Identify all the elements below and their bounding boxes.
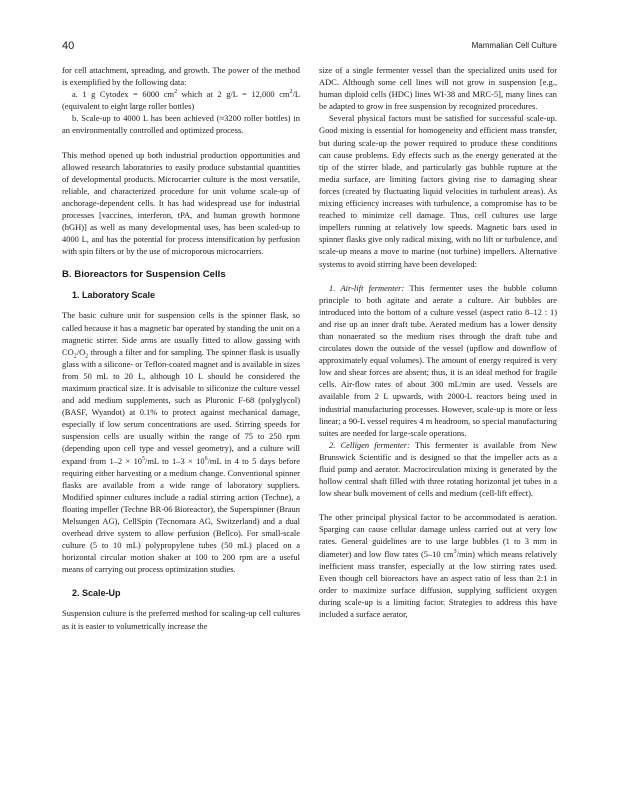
paragraph: This method opened up both industrial production opportunities and allowed research laboratories to easily produce substantial quantities of developmental products. Microcarrier culture is the most versatile, reliable, and characterized procedure for unit volume scale-up of anchorage-dependent cells. It has had widespread use for industrial processes [vaccines, interferon, tPA, and human growth hormone (hGH)] as well as many developmental uses, has been scaled-up to 4000 L, and has the potential for process intensification by perfusion with spin filters or by the use of microporous microcarriers. [62,149,300,257]
left-column [62,64,300,632]
section-heading: B. Bioreactors for Suspension Cells [62,269,226,281]
paragraph: 2. Celligen fermenter: This fermenter is available from New Brunswick Scientific and is designed so that the impeller acts as a fluid pump and aerator. Macrocirculation mixing is generated by the hollow central shaft filled with three rotating horizontal jet tubes in a low shear bulk movement of cells and medium (cell-lift effect). [319,439,557,499]
page-number: 40 [62,40,75,52]
right-column [319,64,557,620]
term-label: 1. Air-lift fermenter: [329,282,405,293]
list-item: a. 1 g Cytodex = 6000 $cm^2$ which at 2 g/L = 12,000 $cm^2/L$ (equivalent to eight large roller bottles) [62,89,300,112]
subsection-heading: 1. Laboratory Scale [72,290,156,301]
paragraph: Suspension culture is the preferred method for scaling-up cell cultures as it is easier to volumetrically increase the [62,608,300,631]
term-label: 2. Celligen fermenter: [329,439,410,450]
paragraph: The other principal physical factor to be accommodated is aeration. Sparging can cause cellular damage unless carried out at very low rates. General guidelines are to use large bubbles (1 to 3 mm in diameter) and low flow rates (5–10 $cm^3/\min$) which means relatively inefficient mass transfer, especially at the low stirring rates used. Even though cell bioreactors have an aspect ratio of less than 2:1 in order to maximize surface diffusion, supplying sufficient oxygen during scale-up is a limiting factor. Strategies to address this have included a surface aerator, [319,512,557,620]
list-item: b. Scale-up to 4000 L has been achieved (≈3200 roller bottles) in an environmentally controlled and optimized process. [62,113,300,136]
running-head: Mammalian Cell Culture [471,41,557,50]
paragraph: Several physical factors must be satisfied for successful scale-up. Good mixing is essential for homogeneity and efficient mass transfer, but during scale-up the power required to produce these conditions can cause problems. Edy effects such as the energy generated at the tip of the stirrer blade, and particularly gas bubble rupture at the media surface, are limiting factors giving rise to damaging shear forces (created by fluctuating liquid velocities in turbulent areas). As mixing efficiency increases with turbulence, a compromise has to be reached to minimize cell damage. Thus, cell cultures use large impellers running at relatively low speeds. Magnetic bars used in spinner flasks give only radical mixing, with no lift or turbulence, and scale-up means a move to marine (not turbine) impellers. Alternative systems to avoid stirring have been developed: [319,113,557,269]
paragraph: for cell attachment, spreading, and growth. The power of the method is exemplified by the following data: [62,65,300,88]
subsection-heading: 2. Scale-Up [72,588,121,599]
paragraph: 1. Air-lift fermenter: This fermenter uses the bubble column principle to both agitate and aerate a culture. Air bubbles are introduced into the bottom of a culture vessel (aspect ratio 8–12 : 1) and rise up an inner draft tube. Aerated medium has a lower density than nonaerated so the medium rises through the draft tube and circulates down the outside of the vessel (upflow and downflow of approximately equal volumes). The amount of energy required is very low and shear forces are absent; thus, it is an ideal method for fragile cells. Air-flow rates of about 300 mL/min are used. Vessels are available from 2 L upwards, with 2000-L reactors being used in industrial manufacturing processes. However, scale-up is more or less linear; a 90-L vessel requires 4 m headroom, so special manufacturing suites are needed for large-scale operations. [319,282,558,438]
paragraph: The basic culture unit for suspension cells is the spinner flask, so called because it has a magnetic bar operated by standing the unit on a magnetic stirrer. Side arms are usually fitted to allow gassing with $CO_2/O_2$ through a filter and for sampling. The spinner flask is usually glass with a silicone- or Teflon-coated magnet and is available in sizes from 50 mL to 20 L, although 10 L should be considered the maximum practical size. It is advisable to siliconize the culture vessel and add medium supplements, such as Pluronic F-68 (polyglycol) (BASF, Wyandot) at 0.1% to protect against mechanical damage, especially if low serum concentrations are used. Stirring speeds for suspension cells are usually within the range of 75 to 250 rpm (depending upon cell type and vessel geometry), and a culture will expand from $1-2 \times 10^5/mL$ to $1-3 \times 10^6/mL$ in 4 to 5 days before requiring either harvesting or a medium change. Conventional spinner flasks are available from a wide range of laboratory suppliers. Modified spinner cultures include a radial stirring action (Techne), a floating impeller (Techne BR-06 Bioreactor), the Superspinner (Braun Melsungen AG), CellSpin (Tecnomara AG, Switzerland) and a dual overhead drive system to allow perfusion (Bellco). For small-scale culture (5 to 10 mL) polypropylene tubes (50 mL) placed on a horizontal circular motion shaker at 100 to 200 rpm are a useful means of carrying out process optimization studies. [62,310,300,575]
paragraph: size of a single fermenter vessel than the specialized units used for ADC. Although some cell lines will not grow in suspension [e.g., human diploid cells (HDC) lines WI-38 and MRC-5], many lines can be adapted to grow in free suspension by recognized procedures. [319,65,557,112]
page-header [62,40,557,54]
